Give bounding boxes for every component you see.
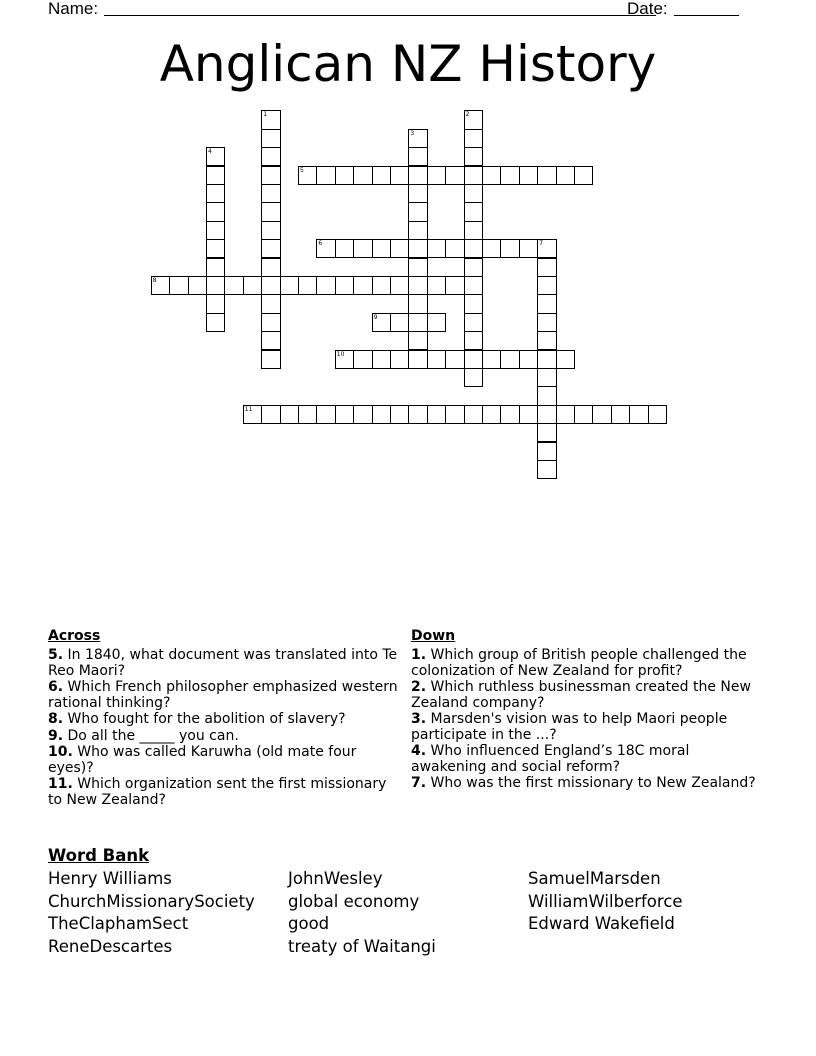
name-label: Name: [48, 0, 99, 18]
clue-text: Which French philosopher emphasized western rational thinking? [48, 679, 398, 711]
across-clue [48, 712, 404, 728]
grid-cell[interactable] [464, 313, 483, 332]
grid-cell[interactable] [408, 405, 427, 424]
clue-text: Which ruthless businessman created the New Zealand company? [411, 679, 751, 711]
grid-cell[interactable] [206, 184, 225, 203]
grid-cell[interactable] [629, 405, 648, 424]
grid-cell[interactable] [537, 258, 556, 277]
word-bank-item: TheClaphamSect [48, 914, 189, 934]
grid-cell[interactable] [427, 405, 446, 424]
grid-cell[interactable] [519, 405, 538, 424]
grid-cell[interactable] [519, 166, 538, 185]
word-bank-item: Henry Williams [48, 869, 172, 888]
grid-cell[interactable] [261, 221, 280, 240]
grid-cell[interactable] [408, 184, 427, 203]
clue-number: 2 [465, 111, 470, 119]
grid-cell[interactable] [280, 276, 299, 295]
grid-cell[interactable] [427, 166, 446, 185]
grid-cell[interactable] [464, 202, 483, 221]
word-bank-item: JohnWesley [288, 869, 383, 888]
grid-cell[interactable] [261, 405, 280, 424]
grid-cell[interactable] [390, 239, 409, 258]
grid-cell[interactable] [427, 276, 446, 295]
grid-cell[interactable] [390, 350, 409, 369]
grid-cell[interactable] [611, 405, 630, 424]
grid-cell[interactable] [206, 221, 225, 240]
grid-cell[interactable] [188, 276, 207, 295]
grid-cell[interactable] [427, 350, 446, 369]
clue-text: Marsden's vision was to help Maori people participate in the ...? [411, 711, 728, 743]
clue-num: 9. [48, 727, 64, 744]
word-bank-item: good [288, 914, 330, 934]
clue-number: 8 [152, 276, 157, 284]
grid-cell[interactable] [316, 166, 335, 185]
grid-cell[interactable] [372, 405, 391, 424]
grid-cell[interactable] [464, 147, 483, 166]
grid-cell[interactable] [372, 276, 391, 295]
grid-cell[interactable] [464, 129, 483, 148]
grid-cell[interactable] [464, 166, 483, 185]
clue-num: 6. [48, 679, 64, 695]
grid-cell[interactable] [500, 405, 519, 424]
grid-cell[interactable] [261, 350, 280, 369]
grid-cell[interactable] [500, 239, 519, 258]
grid-cell[interactable] [335, 276, 354, 295]
across-clues [48, 629, 404, 809]
grid-cell[interactable] [464, 294, 483, 313]
grid-cell[interactable] [408, 276, 427, 295]
grid-cell[interactable] [464, 184, 483, 203]
clue-number: 6 [318, 240, 323, 248]
grid-cell[interactable] [537, 331, 556, 350]
grid-cell[interactable] [353, 350, 372, 369]
clue-text: Who influenced England’s 18C moral awakening and social reform? [411, 743, 690, 775]
grid-cell[interactable] [445, 405, 464, 424]
clue-number: 5 [300, 166, 304, 174]
grid-cell[interactable] [408, 294, 427, 313]
grid-cell[interactable] [537, 442, 556, 461]
grid-cell[interactable] [500, 166, 519, 185]
grid-cell[interactable] [445, 239, 464, 258]
word-bank-item: ChurchMissionarySociety [48, 891, 255, 911]
grid-cell[interactable] [353, 239, 372, 258]
grid-cell[interactable] [482, 166, 501, 185]
clue-text: Who was the first missionary to New Zealand? [426, 775, 756, 791]
grid-cell[interactable] [445, 276, 464, 295]
grid-cell[interactable] [537, 460, 556, 479]
grid-cell[interactable] [353, 166, 372, 185]
grid-cell[interactable] [592, 405, 611, 424]
grid-cell[interactable] [464, 331, 483, 350]
clue-num: 7. [411, 775, 427, 791]
grid-cell[interactable] [648, 405, 667, 424]
clue-number: 9 [373, 313, 378, 321]
clue-num: 3. [411, 711, 427, 727]
grid-cell[interactable] [408, 239, 427, 258]
clue-text: Who fought for the abolition of slavery? [63, 711, 346, 727]
down-list [411, 648, 767, 792]
page-title: Anglican NZ History [159, 35, 657, 93]
grid-cell[interactable] [537, 386, 556, 405]
grid-cell[interactable] [261, 258, 280, 277]
grid-cell[interactable] [408, 313, 427, 332]
grid-cell[interactable] [427, 313, 446, 332]
grid-cell[interactable] [372, 350, 391, 369]
grid-cell[interactable] [243, 276, 262, 295]
clue-num: 2. [411, 679, 427, 695]
word-bank-item: SamuelMarsden [528, 869, 661, 888]
grid-cell[interactable] [169, 276, 188, 295]
grid-cell[interactable] [261, 147, 280, 166]
grid-cell[interactable] [464, 405, 483, 424]
grid-cell[interactable] [500, 350, 519, 369]
grid-cell[interactable] [390, 166, 409, 185]
clue-num: 10. [48, 744, 73, 760]
grid-cell[interactable] [482, 239, 501, 258]
across-heading: Across [48, 628, 101, 644]
word-bank-item: Edward Wakefield [528, 914, 675, 934]
clue-num: 11. [48, 776, 73, 792]
grid-cell[interactable] [574, 405, 593, 424]
grid-cell[interactable] [427, 239, 446, 258]
grid-cell[interactable] [261, 184, 280, 203]
grid-cell[interactable] [206, 239, 225, 258]
clue-text: Do all the _____ you can. [63, 727, 239, 744]
clue-number: 3 [410, 129, 415, 137]
grid-cell[interactable] [206, 258, 225, 277]
across-clue [48, 680, 404, 711]
clue-text: Who was called Karuwha (old mate four eyes)? [48, 744, 357, 776]
grid-cell[interactable] [482, 405, 501, 424]
grid-cell[interactable] [206, 276, 225, 295]
grid-cell[interactable] [464, 350, 483, 369]
grid-cell[interactable] [261, 313, 280, 332]
grid-cell[interactable] [408, 258, 427, 277]
grid-cell[interactable] [464, 258, 483, 277]
grid-cell[interactable] [537, 313, 556, 332]
clue-number: 11 [244, 405, 253, 413]
grid-cell[interactable] [353, 276, 372, 295]
clue-num: 5. [48, 647, 64, 663]
grid-cell[interactable] [408, 202, 427, 221]
clue-text: Which organization sent the first missionary to New Zealand? [48, 776, 387, 808]
word-bank-item: WilliamWilberforce [528, 891, 683, 911]
word-bank-title: Word Bank [48, 846, 150, 865]
clue-text: In 1840, what document was translated into Te Reo Maori? [48, 647, 398, 679]
word-bank-item: ReneDescartes [48, 937, 173, 957]
clue-text: Which group of British people challenged the colonization of New Zealand for profit? [411, 647, 747, 679]
grid-cell[interactable] [372, 166, 391, 185]
clue-num: 1. [411, 647, 427, 663]
grid-cell[interactable] [464, 276, 483, 295]
grid-cell[interactable] [408, 166, 427, 185]
grid-cell[interactable] [298, 276, 317, 295]
grid-cell[interactable] [537, 423, 556, 442]
grid-cell[interactable] [280, 405, 299, 424]
word-bank [48, 868, 768, 959]
grid-cell[interactable] [408, 221, 427, 240]
grid-cell[interactable] [556, 405, 575, 424]
grid-cell[interactable] [206, 166, 225, 185]
grid-cell[interactable] [206, 294, 225, 313]
grid-cell[interactable] [372, 239, 391, 258]
grid-cell[interactable] [261, 294, 280, 313]
grid-cell[interactable] [537, 405, 556, 424]
grid-cell[interactable] [261, 239, 280, 258]
down-clue [411, 680, 767, 711]
grid-cell[interactable] [519, 350, 538, 369]
across-clue [48, 745, 404, 776]
grid-cell[interactable] [445, 166, 464, 185]
grid-cell[interactable] [537, 350, 556, 369]
grid-cell[interactable] [537, 294, 556, 313]
grid-cell[interactable] [556, 350, 575, 369]
grid-cell[interactable] [224, 276, 243, 295]
grid-cell[interactable] [298, 405, 317, 424]
across-clue [48, 648, 404, 679]
clue-number: 7 [539, 240, 544, 248]
down-clue [411, 712, 767, 743]
grid-cell[interactable] [335, 239, 354, 258]
date-label: Date: [627, 0, 668, 18]
grid-cell[interactable] [261, 202, 280, 221]
clue-num: 8. [48, 711, 64, 727]
grid-cell[interactable] [445, 350, 464, 369]
down-clue [411, 744, 767, 775]
down-clues [411, 629, 767, 793]
down-heading: Down [411, 628, 456, 644]
grid-cell[interactable] [261, 331, 280, 350]
grid-cell[interactable] [316, 276, 335, 295]
grid-cell[interactable] [464, 239, 483, 258]
down-clue [411, 648, 767, 679]
down-clue [411, 776, 767, 792]
grid-cell[interactable] [537, 166, 556, 185]
grid-cell[interactable] [390, 276, 409, 295]
grid-cell[interactable] [261, 276, 280, 295]
grid-cell[interactable] [482, 350, 501, 369]
grid-cell[interactable] [206, 313, 225, 332]
grid-cell[interactable] [537, 368, 556, 387]
grid-cell[interactable] [408, 331, 427, 350]
clue-number: 1 [263, 111, 268, 119]
grid-cell[interactable] [519, 239, 538, 258]
grid-cell[interactable] [408, 350, 427, 369]
grid-cell[interactable] [335, 405, 354, 424]
across-clue [48, 777, 404, 808]
grid-cell[interactable] [390, 313, 409, 332]
clue-num: 4. [411, 743, 427, 759]
grid-cell[interactable] [556, 166, 575, 185]
grid-cell[interactable] [464, 368, 483, 387]
grid-cell[interactable] [261, 166, 280, 185]
grid-cell[interactable] [353, 405, 372, 424]
across-clue [48, 729, 404, 745]
grid-cell[interactable] [537, 276, 556, 295]
grid-cell[interactable] [316, 405, 335, 424]
across-list [48, 648, 404, 808]
grid-cell[interactable] [335, 166, 354, 185]
grid-cell[interactable] [261, 129, 280, 148]
grid-cell[interactable] [574, 166, 593, 185]
clue-number: 10 [336, 350, 345, 358]
grid-cell[interactable] [464, 221, 483, 240]
grid-cell[interactable] [408, 147, 427, 166]
clue-number: 4 [208, 148, 212, 156]
word-bank-item: global economy [288, 891, 420, 911]
grid-cell[interactable] [390, 405, 409, 424]
word-bank-item: treaty of Waitangi [288, 937, 436, 957]
grid-cell[interactable] [206, 202, 225, 221]
